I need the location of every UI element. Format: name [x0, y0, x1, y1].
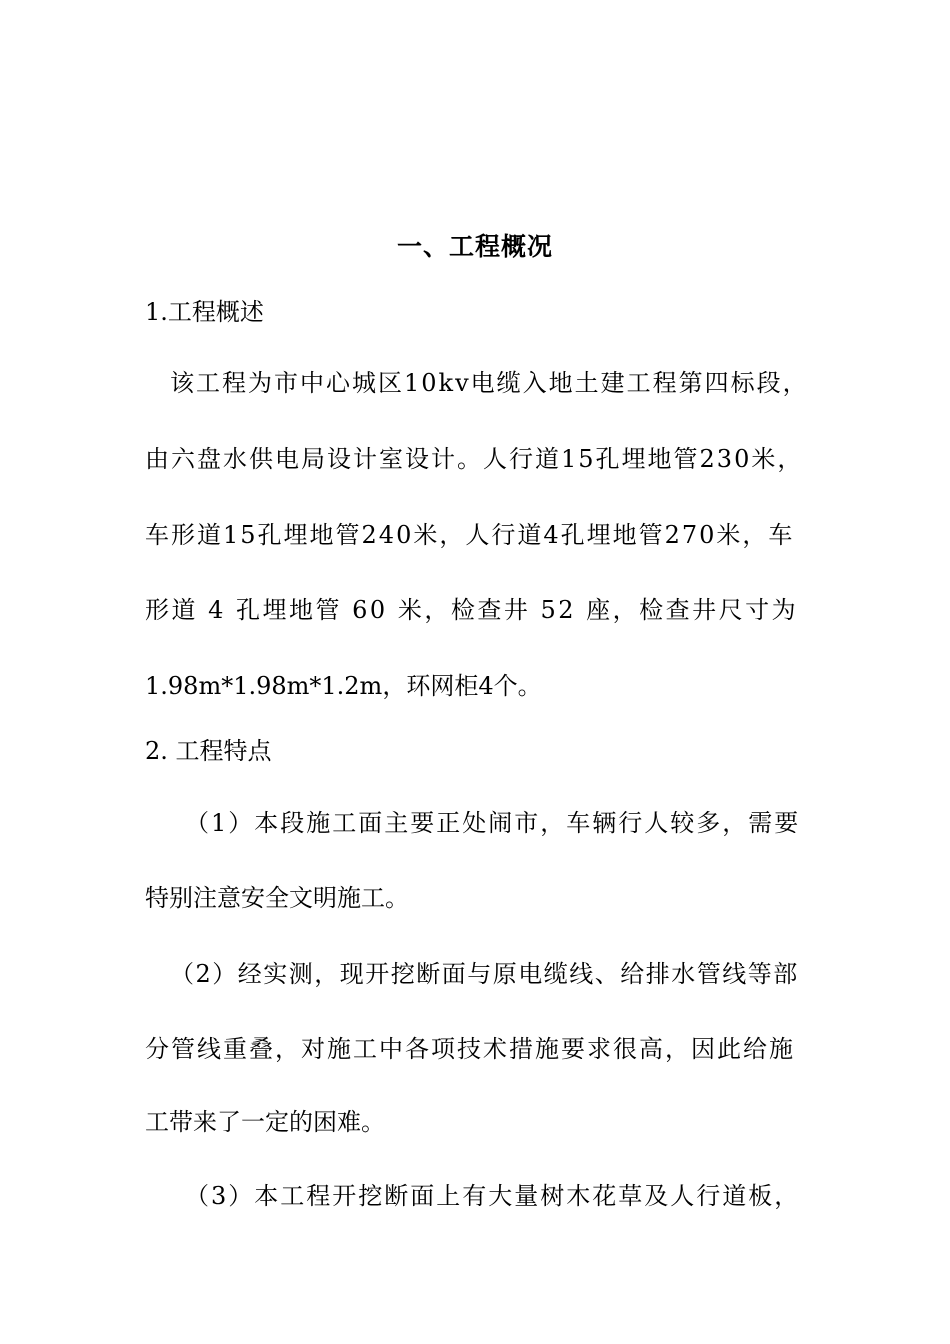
- paragraph-line: 车形道15孔埋地管240米，人行道4孔埋地管270米，车: [145, 521, 795, 549]
- section-heading-features: 2. 工程特点: [145, 737, 272, 765]
- paragraph-line: （1）本段施工面主要正处闹市，车辆行人较多，需要: [185, 809, 801, 837]
- paragraph-line: （2）经实测，现开挖断面与原电缆线、给排水管线等部: [170, 960, 799, 988]
- paragraph-line: 1.98m*1.98m*1.2m，环网柜4个。: [145, 672, 542, 700]
- paragraph-line: 由六盘水供电局设计室设计。人行道15孔埋地管230米，: [145, 445, 804, 473]
- page-title: 一、工程概况: [396, 232, 553, 261]
- paragraph-line: 形道 4 孔埋地管 60 米，检查井 52 座，检查井尺寸为: [145, 596, 799, 624]
- paragraph-line: 该工程为市中心城区10kv电缆入地土建工程第四标段，: [170, 369, 809, 397]
- paragraph-line: （3）本工程开挖断面上有大量树木花草及人行道板，: [185, 1182, 801, 1210]
- paragraph-line: 工带来了一定的困难。: [145, 1108, 385, 1136]
- paragraph-line: 分管线重叠，对施工中各项技术措施要求很高，因此给施: [145, 1035, 795, 1063]
- section-heading-overview: 1.工程概述: [145, 298, 264, 326]
- paragraph-line: 特别注意安全文明施工。: [145, 884, 409, 912]
